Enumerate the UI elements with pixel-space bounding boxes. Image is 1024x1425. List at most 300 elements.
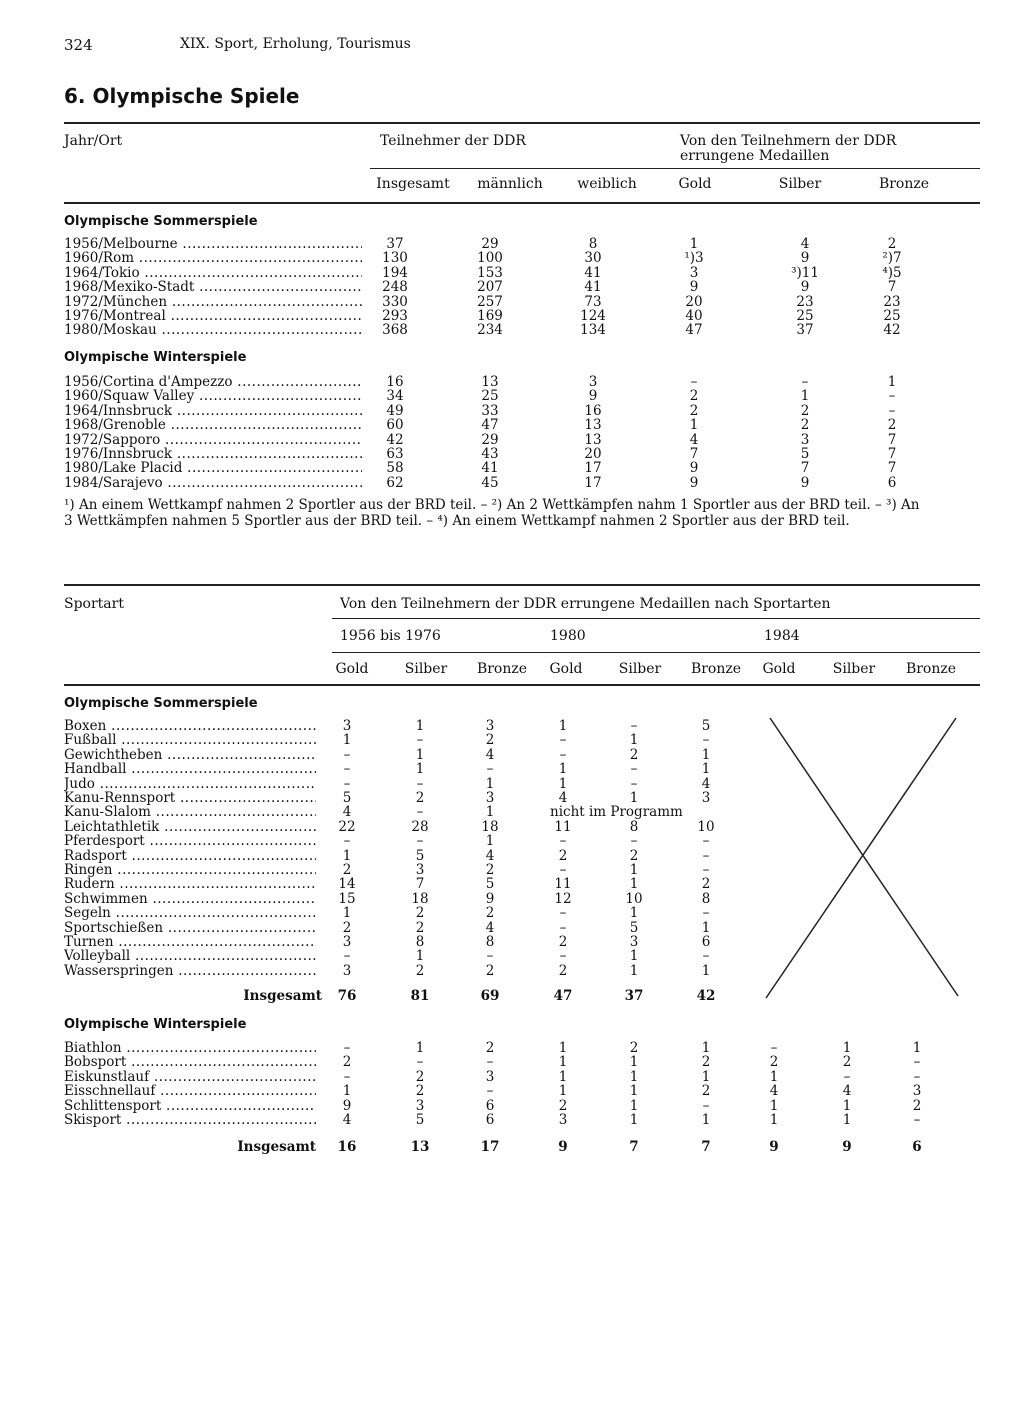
column-header: Silber <box>404 661 448 677</box>
cell-value: 1 <box>342 1083 352 1100</box>
cell-value: – <box>559 862 567 878</box>
cell-value: – <box>559 919 567 936</box>
row-label: Boxen ..... <box>64 718 316 734</box>
row-label: Eiskunstlauf ..... <box>64 1069 316 1085</box>
row-label: Volleyball ..... <box>64 948 316 964</box>
total-value: 7 <box>629 1139 639 1155</box>
cell-value: 248 <box>382 279 408 296</box>
cell-value: – <box>770 1040 778 1056</box>
total-value: 81 <box>410 988 430 1004</box>
cell-value: 3 <box>342 962 352 979</box>
cell-value: 1 <box>558 761 568 778</box>
cell-value: 1 <box>629 1083 639 1100</box>
cell-value: 1 <box>558 1068 568 1085</box>
row-label: 1980/Lake Placid ..... <box>64 460 362 476</box>
cell-value: 2 <box>415 919 425 936</box>
cell-value: 62 <box>386 474 404 491</box>
column-header: weiblich <box>577 176 637 192</box>
cell-value: 3 <box>629 934 639 950</box>
cell-value: 1 <box>912 1040 922 1056</box>
cell-value: 5 <box>629 919 639 936</box>
row-label: 1972/München ..... <box>64 294 362 310</box>
cell-value: 100 <box>477 250 503 267</box>
cell-value: 8 <box>415 934 425 950</box>
period-header: 1984 <box>764 628 800 644</box>
cell-value: 3 <box>342 718 352 734</box>
cell-value: 37 <box>386 236 404 252</box>
cell-value: 2 <box>415 790 425 806</box>
cell-value: 43 <box>481 446 499 462</box>
cell-value: 5 <box>415 1112 425 1128</box>
total-value: 76 <box>337 988 357 1004</box>
cell-value: 2 <box>558 1097 568 1114</box>
cell-value: 6 <box>485 1097 495 1114</box>
cell-value: 1 <box>415 1040 425 1056</box>
column-header: Bronze <box>690 661 742 677</box>
cell-value: 42 <box>883 322 901 339</box>
cell-value: 1 <box>342 905 352 922</box>
cell-value: 41 <box>481 460 499 477</box>
period-header: 1956 bis 1976 <box>340 628 441 644</box>
cell-value: – <box>559 732 567 749</box>
cell-value: 1 <box>842 1097 852 1114</box>
section-title: 6. Olympische Spiele <box>64 84 300 108</box>
cell-value: 1 <box>842 1040 852 1056</box>
cell-value: 11 <box>554 876 572 893</box>
total-value: 16 <box>337 1139 357 1155</box>
cell-value: 41 <box>584 279 602 296</box>
cell-value: 7 <box>800 460 810 477</box>
column-header: männlich <box>477 176 543 192</box>
total-value: 47 <box>553 988 573 1004</box>
cell-value: – <box>888 402 896 419</box>
cell-value: 47 <box>685 322 703 339</box>
cell-value: 25 <box>796 308 814 324</box>
cell-value: 6 <box>887 474 897 491</box>
cell-value: 1 <box>342 847 352 864</box>
cell-value: 1 <box>485 833 495 850</box>
cell-value: – <box>416 833 424 850</box>
column-header: Insgesamt <box>376 176 450 192</box>
cell-value: 1 <box>629 1068 639 1085</box>
cell-value: – <box>913 1054 921 1071</box>
cell-value: 9 <box>800 250 810 267</box>
cell-value: 8 <box>701 890 711 907</box>
total-value: 69 <box>480 988 500 1004</box>
row-label: Ringen ..... <box>64 862 316 878</box>
cell-value: 22 <box>338 818 356 835</box>
cell-value: 2 <box>415 1068 425 1085</box>
cell-value: 13 <box>584 431 602 448</box>
footnote-line-2: 3 Wettkämpfen nahmen 5 Sportler aus der BRD teil. – ⁴) An einem Wettkampf nahmen 2 Sportler aus der BRD teil. <box>64 513 850 529</box>
cell-value: 6 <box>485 1112 495 1128</box>
cell-value: – <box>343 761 351 778</box>
row-label: Segeln ..... <box>64 905 316 921</box>
cell-value: 16 <box>584 402 602 419</box>
cell-value: – <box>702 905 710 922</box>
cell-value: 2 <box>342 1054 352 1071</box>
cell-value: 6 <box>701 934 711 950</box>
row-label: 1984/Sarajevo ..... <box>64 475 362 491</box>
cell-value: 2 <box>842 1054 852 1071</box>
cell-value: 2 <box>558 847 568 864</box>
cell-value: 15 <box>338 890 356 907</box>
cell-value: – <box>486 948 494 965</box>
cell-value: 7 <box>887 279 897 296</box>
cell-value: 3 <box>701 790 711 806</box>
cell-value: – <box>630 833 638 850</box>
cell-value: – <box>690 374 698 390</box>
cell-value: 1 <box>701 962 711 979</box>
cell-value: 1 <box>558 1054 568 1071</box>
table2-title: Von den Teilnehmern der DDR errungene Medaillen nach Sportarten <box>340 596 831 612</box>
cell-value: 2 <box>629 847 639 864</box>
cell-value: 368 <box>382 322 408 339</box>
cell-value: ⁴)5 <box>882 264 902 281</box>
cell-value: – <box>630 761 638 778</box>
cell-value: 45 <box>481 474 499 491</box>
column-header: Bronze <box>476 661 528 677</box>
table2-head-bottom-rule <box>64 684 980 686</box>
row-label: Schwimmen ..... <box>64 891 316 907</box>
cell-value: 4 <box>342 804 352 821</box>
cell-value: 1 <box>342 732 352 749</box>
row-label: Kanu-Rennsport ..... <box>64 790 316 806</box>
table1-winter-heading: Olympische Winterspiele <box>64 350 247 365</box>
cell-value: 34 <box>386 388 404 405</box>
cell-value: 17 <box>584 460 602 477</box>
cell-value: 9 <box>485 890 495 907</box>
cell-value: 14 <box>338 876 356 893</box>
cell-value: 2 <box>629 1040 639 1056</box>
row-label: Rudern ..... <box>64 876 316 892</box>
row-label: Turnen ..... <box>64 934 316 950</box>
cell-value: 4 <box>689 431 699 448</box>
cell-value: – <box>486 1083 494 1100</box>
row-label: Handball ..... <box>64 761 316 777</box>
row-label: 1960/Squaw Valley ..... <box>64 388 362 404</box>
cell-value: 41 <box>584 264 602 281</box>
row-label: Wasserspringen ..... <box>64 963 316 979</box>
col-medaillen-line1: Von den Teilnehmern der DDR <box>680 133 897 149</box>
cell-value: 2 <box>701 876 711 893</box>
row-label: 1980/Moskau ..... <box>64 322 362 338</box>
cell-value: – <box>630 775 638 792</box>
cell-value: 3 <box>588 374 598 390</box>
cell-value: 1 <box>701 1068 711 1085</box>
cell-value: 169 <box>477 308 503 324</box>
cell-value: 2 <box>415 962 425 979</box>
cell-value: 25 <box>883 308 901 324</box>
cell-value: – <box>702 862 710 878</box>
cell-value: 30 <box>584 250 602 267</box>
cell-value: 2 <box>415 1083 425 1100</box>
column-header: Silber <box>778 176 822 192</box>
cell-value: 1 <box>701 1112 711 1128</box>
col-medaillen-line2: errungene Medaillen <box>680 148 830 164</box>
cell-value: 29 <box>481 236 499 252</box>
row-label: Skisport ..... <box>64 1112 316 1128</box>
cell-value: 29 <box>481 431 499 448</box>
cell-value: 1 <box>485 804 495 821</box>
cell-value: 7 <box>887 460 897 477</box>
cell-value: 1 <box>629 962 639 979</box>
running-title: XIX. Sport, Erholung, Tourismus <box>180 36 411 52</box>
cell-value: 40 <box>685 308 703 324</box>
cell-value: 5 <box>800 446 810 462</box>
cell-value: 4 <box>558 790 568 806</box>
cell-value: 330 <box>382 293 408 310</box>
cell-value: 3 <box>415 1097 425 1114</box>
cell-value: 9 <box>800 279 810 296</box>
cell-value: – <box>702 833 710 850</box>
cell-value: 25 <box>481 388 499 405</box>
cell-value: – <box>343 1068 351 1085</box>
cell-value: 2 <box>701 1083 711 1100</box>
table1-head-bottom-rule <box>64 202 980 204</box>
cell-value: – <box>913 1112 921 1128</box>
cell-value: – <box>559 833 567 850</box>
column-header: Gold <box>762 661 796 677</box>
table2-sommer-total-label: Insgesamt <box>243 988 322 1004</box>
cell-value: 1 <box>689 417 699 434</box>
row-label: Gewichtheben ..... <box>64 747 316 763</box>
cell-value: 2 <box>415 905 425 922</box>
cell-value: 9 <box>689 474 699 491</box>
cell-value: 37 <box>796 322 814 339</box>
cell-value: 3 <box>912 1083 922 1100</box>
cell-value: 7 <box>415 876 425 893</box>
cell-value: 9 <box>689 279 699 296</box>
cell-value: 134 <box>580 322 606 339</box>
cell-value: 1 <box>887 374 897 390</box>
cell-value: – <box>559 948 567 965</box>
col-teilnehmer: Teilnehmer der DDR <box>380 133 526 149</box>
cell-value: 2 <box>558 934 568 950</box>
cell-value: 207 <box>477 279 503 296</box>
cell-value: 4 <box>485 847 495 864</box>
cell-value: 1 <box>629 862 639 878</box>
total-value: 9 <box>842 1139 852 1155</box>
cell-value: 1 <box>769 1068 779 1085</box>
cell-value: ³)11 <box>791 264 819 281</box>
cell-value: – <box>343 1040 351 1056</box>
cell-value: 3 <box>689 264 699 281</box>
cell-value: 5 <box>485 876 495 893</box>
cell-value: 2 <box>689 402 699 419</box>
cell-value: 1 <box>701 1040 711 1056</box>
cell-value: 1 <box>558 1083 568 1100</box>
cell-value: – <box>559 746 567 763</box>
cell-value: 194 <box>382 264 408 281</box>
row-label: 1960/Rom ..... <box>64 250 362 266</box>
cell-value: 42 <box>386 431 404 448</box>
cell-value: 257 <box>477 293 503 310</box>
cell-value: 1 <box>629 905 639 922</box>
cell-value: 5 <box>701 718 711 734</box>
cell-value: 5 <box>342 790 352 806</box>
cell-value: 7 <box>887 431 897 448</box>
cell-value: 9 <box>689 460 699 477</box>
cell-value: ¹)3 <box>684 250 704 267</box>
cell-value: 49 <box>386 402 404 419</box>
cell-value: 4 <box>342 1112 352 1128</box>
column-header: Gold <box>678 176 712 192</box>
cell-value: 17 <box>584 474 602 491</box>
total-value: 6 <box>912 1139 922 1155</box>
cell-value: 18 <box>411 890 429 907</box>
cell-value: 2 <box>485 962 495 979</box>
row-label: Kanu-Slalom ..... <box>64 804 316 820</box>
period-header: 1980 <box>550 628 586 644</box>
cell-value: 2 <box>769 1054 779 1071</box>
cell-value: 7 <box>689 446 699 462</box>
column-header: Silber <box>618 661 662 677</box>
cell-value: – <box>559 905 567 922</box>
cell-value: – <box>702 1097 710 1114</box>
row-label: Schlittensport ..... <box>64 1098 316 1114</box>
total-value: 7 <box>701 1139 711 1155</box>
cell-value: 1 <box>415 761 425 778</box>
cell-value: 13 <box>584 417 602 434</box>
cell-value: 124 <box>580 308 606 324</box>
cell-value: 2 <box>342 862 352 878</box>
cell-value: 2 <box>485 1040 495 1056</box>
cell-value: 1 <box>629 790 639 806</box>
cell-value: 2 <box>912 1097 922 1114</box>
row-label: Biathlon ..... <box>64 1040 316 1056</box>
table2-rule-1 <box>332 618 980 619</box>
cell-value: – <box>913 1068 921 1085</box>
cell-value: 1 <box>629 732 639 749</box>
cell-value: 1 <box>415 718 425 734</box>
cell-value: 47 <box>481 417 499 434</box>
cell-value: – <box>630 718 638 734</box>
cell-value: 234 <box>477 322 503 339</box>
cell-value: – <box>343 833 351 850</box>
cell-value: 9 <box>800 474 810 491</box>
cell-value: – <box>416 804 424 821</box>
cell-value: 1 <box>769 1097 779 1114</box>
cell-value: 8 <box>588 236 598 252</box>
cell-value: 1 <box>558 1040 568 1056</box>
table1-top-rule <box>64 122 980 124</box>
column-header: Gold <box>335 661 369 677</box>
cell-value: 8 <box>629 818 639 835</box>
cell-value: 3 <box>342 934 352 950</box>
cell-value: 1 <box>629 1054 639 1071</box>
cell-value: 2 <box>629 746 639 763</box>
row-label: 1956/Cortina d'Ampezzo ..... <box>64 374 362 390</box>
column-header: Bronze <box>878 176 930 192</box>
cell-value: 2 <box>887 417 897 434</box>
cell-value: 2 <box>342 919 352 936</box>
cell-value: 7 <box>887 446 897 462</box>
cell-value: 1 <box>629 1097 639 1114</box>
cell-value: 2 <box>800 402 810 419</box>
cell-value: 23 <box>796 293 814 310</box>
cell-value: 23 <box>883 293 901 310</box>
cell-value: 10 <box>697 818 715 835</box>
cell-value: 1 <box>842 1112 852 1128</box>
table2-winter-total-label: Insgesamt <box>237 1139 316 1155</box>
cell-value: 2 <box>485 732 495 749</box>
cell-value: 8 <box>485 934 495 950</box>
cell-value: 153 <box>477 264 503 281</box>
cell-value: 4 <box>485 919 495 936</box>
total-value: 17 <box>480 1139 500 1155</box>
cell-value: 20 <box>685 293 703 310</box>
cell-value: 4 <box>800 236 810 252</box>
cell-value: – <box>343 746 351 763</box>
table2-rule-2 <box>332 652 980 653</box>
cell-value: 1 <box>701 919 711 936</box>
row-label: 1972/Sapporo ..... <box>64 432 362 448</box>
cell-value: – <box>702 948 710 965</box>
cell-value: 4 <box>701 775 711 792</box>
cell-value: 9 <box>588 388 598 405</box>
cell-value: – <box>702 732 710 749</box>
cell-value: 20 <box>584 446 602 462</box>
row-label: Pferdesport ..... <box>64 833 316 849</box>
column-header: Gold <box>549 661 583 677</box>
cell-value: 13 <box>481 374 499 390</box>
cell-value: 4 <box>842 1083 852 1100</box>
table1-mid-rule <box>370 168 980 169</box>
cell-value: 16 <box>386 374 404 390</box>
total-value: 42 <box>696 988 716 1004</box>
cell-value: – <box>801 374 809 390</box>
cell-value: 1 <box>701 746 711 763</box>
cell-value: 2 <box>701 1054 711 1071</box>
row-label: 1964/Tokio ..... <box>64 265 362 281</box>
row-label: Judo ..... <box>64 776 316 792</box>
col-jahr-ort: Jahr/Ort <box>64 133 123 149</box>
cell-value: 60 <box>386 417 404 434</box>
cell-value: 1 <box>689 236 699 252</box>
row-label: 1976/Innsbruck ..... <box>64 446 362 462</box>
cell-value: 2 <box>689 388 699 405</box>
row-label: 1964/Innsbruck ..... <box>64 403 362 419</box>
cell-value: 1 <box>415 746 425 763</box>
column-header: Silber <box>832 661 876 677</box>
row-label: 1976/Montreal ..... <box>64 308 362 324</box>
cell-value: 1 <box>629 1112 639 1128</box>
cell-value: 2 <box>887 236 897 252</box>
cell-value: – <box>416 1054 424 1071</box>
cell-value: – <box>888 388 896 405</box>
nicht-im-programm-note: nicht im Programm <box>550 804 683 820</box>
cell-value: 1 <box>485 775 495 792</box>
total-value: 13 <box>410 1139 430 1155</box>
cell-value: 5 <box>415 847 425 864</box>
cell-value: 1 <box>701 761 711 778</box>
row-label: 1968/Grenoble ..... <box>64 417 362 433</box>
total-value: 9 <box>558 1139 568 1155</box>
cell-value: 58 <box>386 460 404 477</box>
cell-value: 1 <box>769 1112 779 1128</box>
cell-value: 33 <box>481 402 499 419</box>
total-value: 9 <box>769 1139 779 1155</box>
cell-value: 130 <box>382 250 408 267</box>
cell-value: 73 <box>584 293 602 310</box>
cell-value: 2 <box>558 962 568 979</box>
page-number: 324 <box>64 36 93 54</box>
cell-value: 1 <box>800 388 810 405</box>
cell-value: 3 <box>485 718 495 734</box>
cell-value: 4 <box>769 1083 779 1100</box>
cell-value: 28 <box>411 818 429 835</box>
